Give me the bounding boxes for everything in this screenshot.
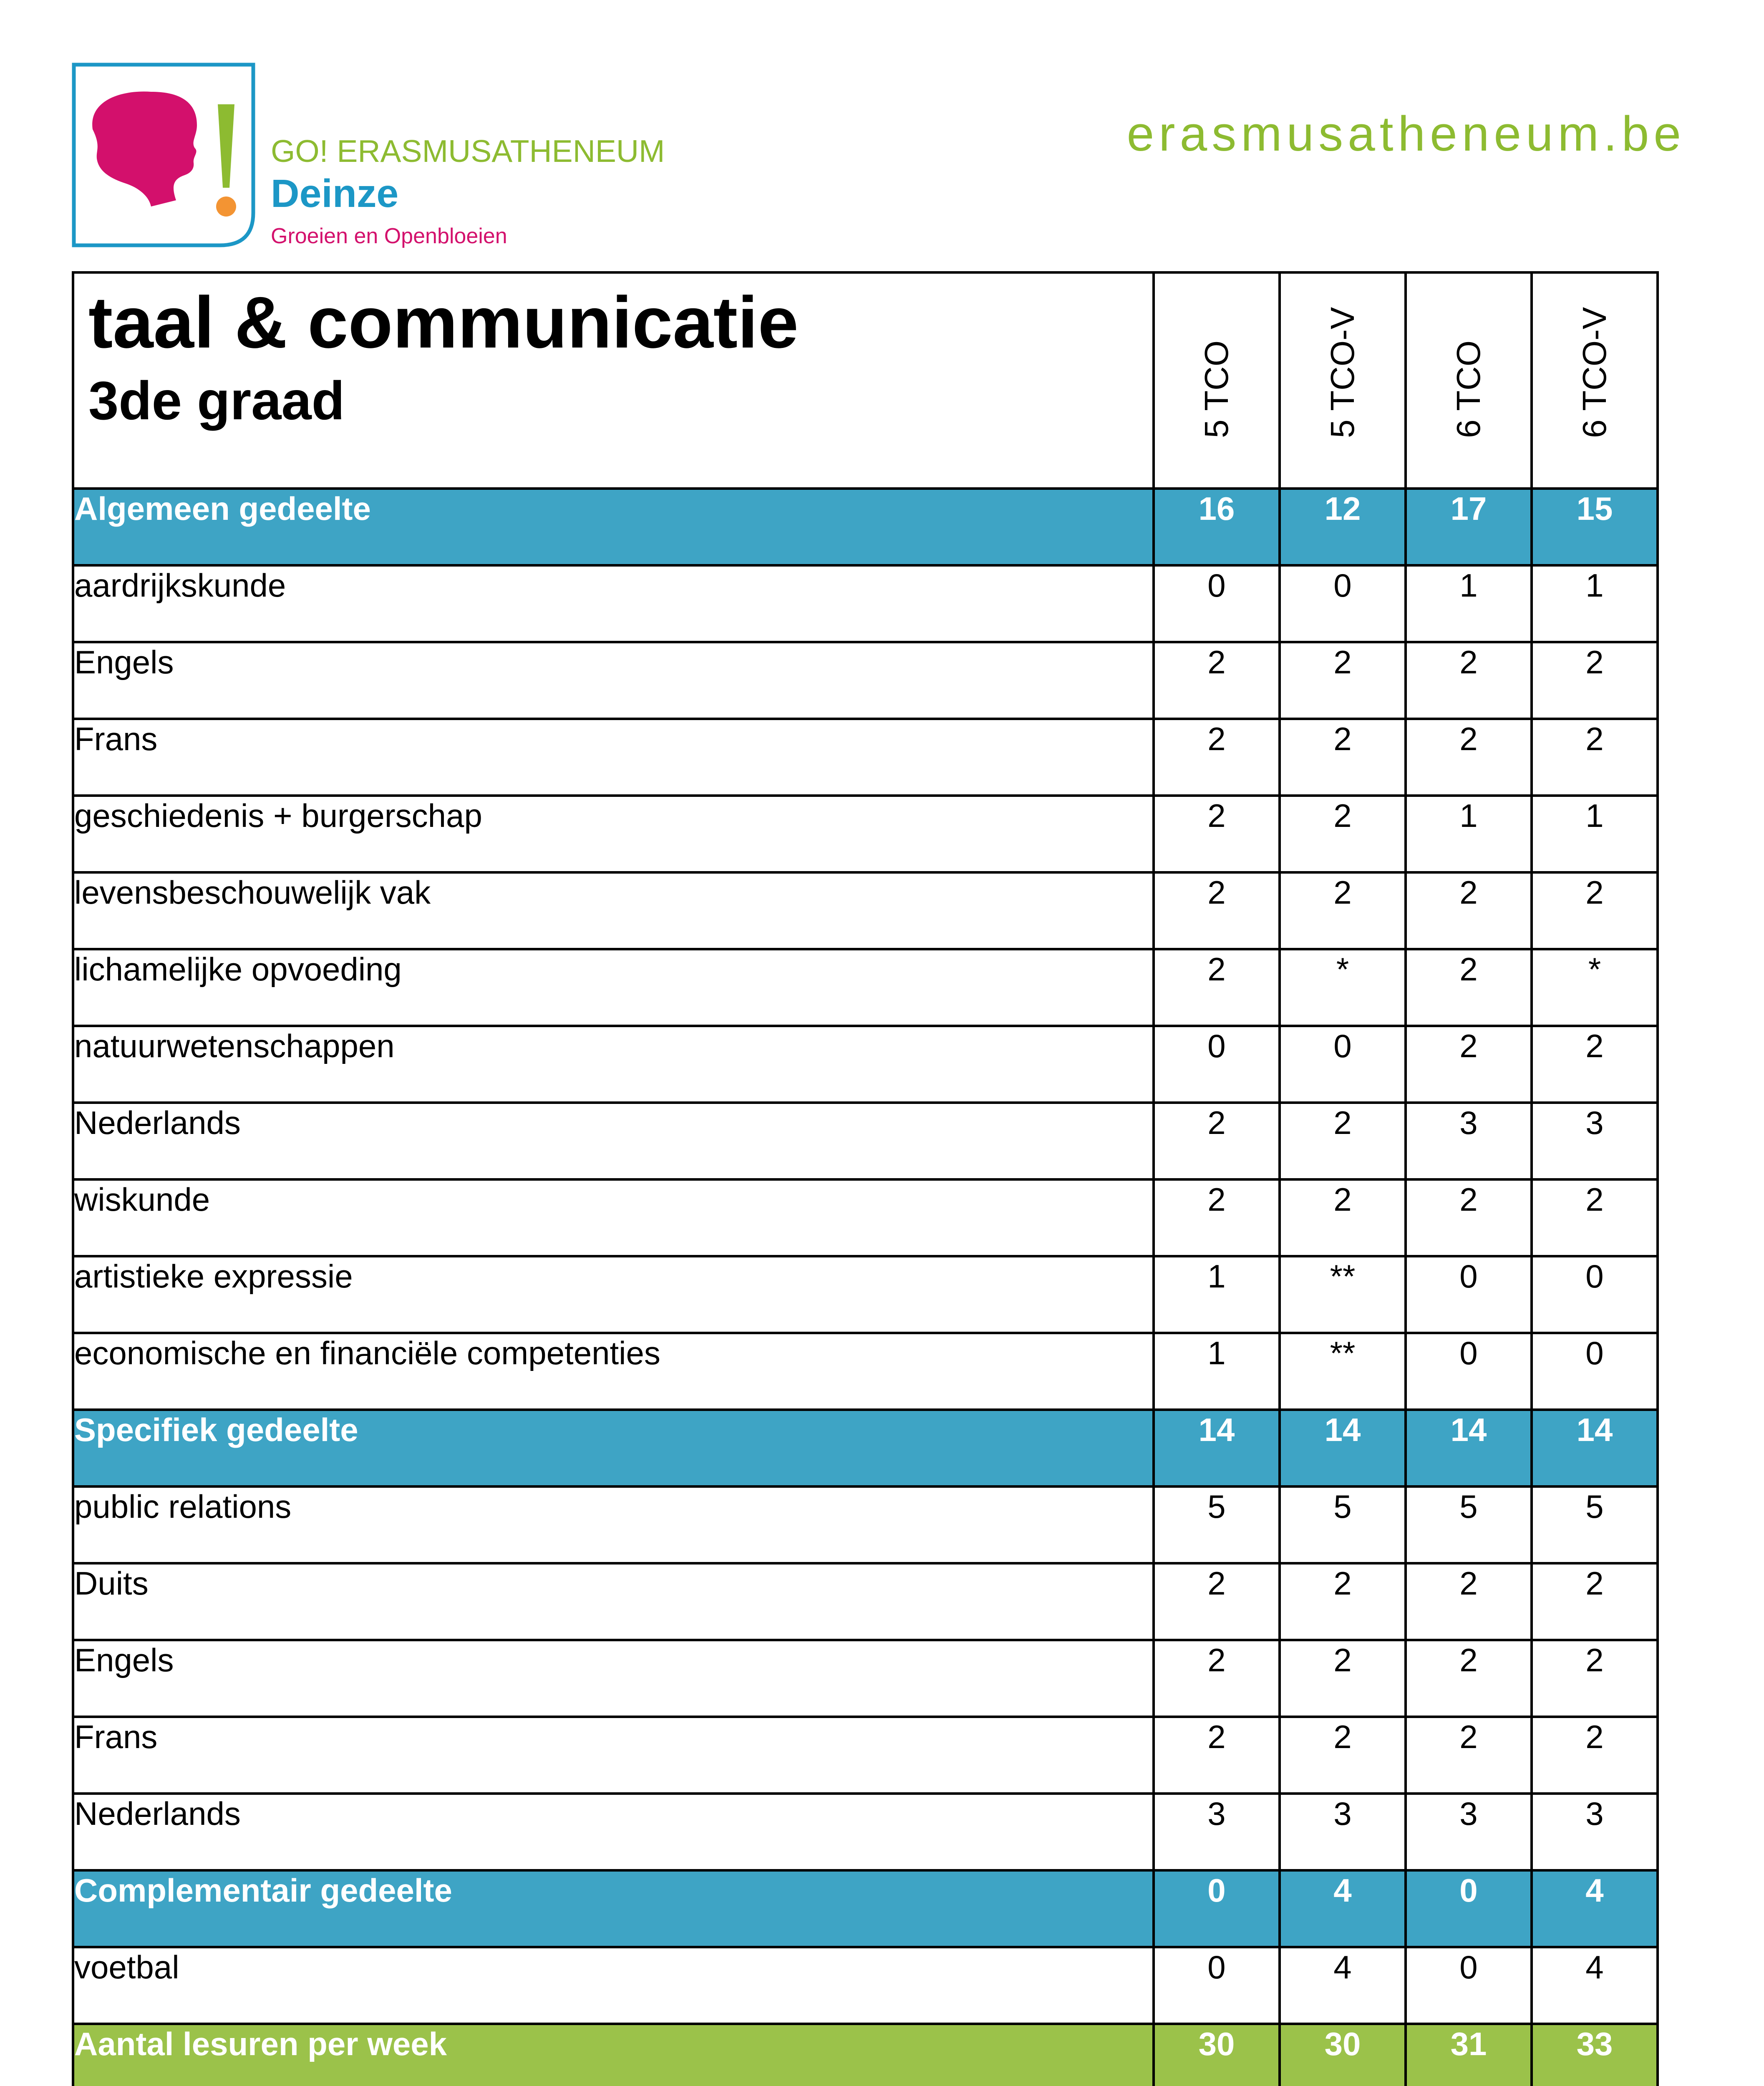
hours-cell: 2 [1280, 872, 1406, 949]
table-row [73, 796, 1658, 872]
hours-cell: 3 [1280, 1794, 1406, 1870]
hours-cell: 1 [1532, 565, 1658, 642]
hours-cell: 2 [1406, 1640, 1532, 1717]
hours-cell: 2 [1532, 1717, 1658, 1794]
hours-cell: 4 [1280, 1947, 1406, 2024]
section-label: Complementair gedeelte [73, 1870, 1154, 1947]
hours-cell: 1 [1154, 1333, 1280, 1410]
table-row [73, 1333, 1658, 1410]
hours-cell: 12 [1280, 489, 1406, 565]
hours-cell: 0 [1154, 1870, 1280, 1947]
subject-name: Frans [73, 719, 1154, 796]
table-row [73, 1640, 1658, 1717]
logo-city: Deinze [271, 171, 399, 216]
subject-name: public relations [73, 1486, 1154, 1563]
hours-cell: 2 [1154, 949, 1280, 1026]
hours-cell: 2 [1532, 1179, 1658, 1256]
hours-cell: 2 [1154, 1103, 1280, 1179]
table-row [73, 1103, 1658, 1179]
lesson-schedule-table [72, 271, 1659, 2086]
hours-cell: 0 [1406, 1333, 1532, 1410]
hours-cell: 5 [1154, 1486, 1280, 1563]
subject-name: levensbeschouwelijk vak [73, 872, 1154, 949]
hours-cell: 2 [1406, 719, 1532, 796]
page-subtitle: 3de graad [88, 370, 345, 431]
hours-cell: 2 [1280, 1103, 1406, 1179]
logo-mark-icon [72, 63, 255, 247]
total-label: Aantal lesuren per week [73, 2024, 1154, 2086]
column-header-label: 5 TCO [1198, 340, 1235, 438]
hours-cell: 2 [1532, 719, 1658, 796]
column-header-label: 6 TCO [1450, 340, 1487, 438]
column-header [1532, 272, 1658, 489]
hours-cell: 0 [1154, 565, 1280, 642]
hours-cell: 0 [1406, 1870, 1532, 1947]
hours-cell: 0 [1532, 1333, 1658, 1410]
hours-cell: * [1280, 949, 1406, 1026]
subject-name: geschiedenis + burgerschap [73, 796, 1154, 872]
table-row [73, 1947, 1658, 2024]
hours-cell: 1 [1532, 796, 1658, 872]
hours-cell: 0 [1280, 1026, 1406, 1103]
column-header [1280, 272, 1406, 489]
hours-cell: 2 [1280, 1640, 1406, 1717]
hours-cell: 5 [1406, 1486, 1532, 1563]
hours-cell: 3 [1532, 1794, 1658, 1870]
hours-cell: 5 [1532, 1486, 1658, 1563]
hours-cell: 2 [1532, 642, 1658, 719]
table-row [73, 1717, 1658, 1794]
hours-cell: 3 [1532, 1103, 1658, 1179]
hours-cell: 0 [1406, 1947, 1532, 2024]
hours-cell: 2 [1154, 719, 1280, 796]
table-row [73, 872, 1658, 949]
hours-cell: 2 [1154, 796, 1280, 872]
table-title-cell [73, 272, 1154, 489]
hours-cell: 4 [1532, 1870, 1658, 1947]
subject-name: artistieke expressie [73, 1256, 1154, 1333]
hours-cell: 2 [1532, 1026, 1658, 1103]
table-body [73, 489, 1658, 2086]
subject-name: lichamelijke opvoeding [73, 949, 1154, 1026]
hours-cell: 2 [1154, 1717, 1280, 1794]
subject-name: Frans [73, 1717, 1154, 1794]
hours-cell: 5 [1280, 1486, 1406, 1563]
table-row [73, 565, 1658, 642]
hours-cell: 0 [1532, 1256, 1658, 1333]
subject-name: natuurwetenschappen [73, 1026, 1154, 1103]
table-row [73, 1256, 1658, 1333]
hours-cell: 2 [1406, 1026, 1532, 1103]
hours-cell: 14 [1280, 1410, 1406, 1486]
hours-cell: 2 [1280, 1179, 1406, 1256]
hours-cell: 1 [1406, 796, 1532, 872]
subject-name: economische en financiële competenties [73, 1333, 1154, 1410]
hours-cell: 2 [1532, 872, 1658, 949]
logo-tagline: Groeien en Openbloeien [271, 224, 507, 248]
hours-cell: 3 [1406, 1103, 1532, 1179]
hours-cell: 33 [1532, 2024, 1658, 2086]
hours-cell: 14 [1406, 1410, 1532, 1486]
hours-cell: ** [1280, 1256, 1406, 1333]
hours-cell: 15 [1532, 489, 1658, 565]
subject-name: Duits [73, 1563, 1154, 1640]
table-row [73, 1794, 1658, 1870]
hours-cell: 0 [1280, 565, 1406, 642]
hours-cell: 14 [1154, 1410, 1280, 1486]
hours-cell: 2 [1406, 1717, 1532, 1794]
table-row [73, 642, 1658, 719]
hours-cell: 2 [1154, 1640, 1280, 1717]
hours-cell: 2 [1406, 872, 1532, 949]
subject-name: Engels [73, 642, 1154, 719]
subject-name: Nederlands [73, 1103, 1154, 1179]
hours-cell: 2 [1154, 872, 1280, 949]
table-row [73, 719, 1658, 796]
hours-cell: ** [1280, 1333, 1406, 1410]
section-label: Algemeen gedeelte [73, 489, 1154, 565]
hours-cell: 2 [1280, 1717, 1406, 1794]
subject-name: aardrijkskunde [73, 565, 1154, 642]
hours-cell: 16 [1154, 489, 1280, 565]
hours-cell: 2 [1532, 1563, 1658, 1640]
column-header [1406, 272, 1532, 489]
column-header [1154, 272, 1280, 489]
hours-cell: 2 [1406, 1563, 1532, 1640]
section-row [73, 1410, 1658, 1486]
column-header-label: 5 TCO-V [1324, 307, 1361, 438]
subject-name: voetbal [73, 1947, 1154, 2024]
hours-cell: 2 [1280, 642, 1406, 719]
section-row [73, 489, 1658, 565]
hours-cell: 2 [1280, 796, 1406, 872]
hours-cell: 3 [1406, 1794, 1532, 1870]
hours-cell: 2 [1154, 642, 1280, 719]
hours-cell: 30 [1280, 2024, 1406, 2086]
subject-name: wiskunde [73, 1179, 1154, 1256]
hours-cell: 31 [1406, 2024, 1532, 2086]
hours-cell: 2 [1406, 1179, 1532, 1256]
table-row [73, 1026, 1658, 1103]
table-row [73, 949, 1658, 1026]
website-url[interactable]: erasmusatheneum.be [1126, 106, 1686, 161]
school-logo [72, 63, 698, 259]
hours-cell: 0 [1154, 1947, 1280, 2024]
hours-cell: 4 [1280, 1870, 1406, 1947]
hours-cell: 2 [1280, 719, 1406, 796]
hours-cell: 0 [1406, 1256, 1532, 1333]
table-row [73, 1563, 1658, 1640]
section-row [73, 1870, 1658, 1947]
logo-school-name: GO! ERASMUSATHENEUM [271, 134, 665, 169]
hours-cell: 14 [1532, 1410, 1658, 1486]
hours-cell: 2 [1406, 949, 1532, 1026]
hours-cell: 2 [1532, 1640, 1658, 1717]
hours-cell: 3 [1154, 1794, 1280, 1870]
subject-name: Nederlands [73, 1794, 1154, 1870]
table-row [73, 1486, 1658, 1563]
hours-cell: 2 [1280, 1563, 1406, 1640]
section-label: Specifiek gedeelte [73, 1410, 1154, 1486]
hours-cell: 30 [1154, 2024, 1280, 2086]
hours-cell: 17 [1406, 489, 1532, 565]
subject-name: Engels [73, 1640, 1154, 1717]
hours-cell: 1 [1154, 1256, 1280, 1333]
table-row [73, 1179, 1658, 1256]
hours-cell: 2 [1154, 1179, 1280, 1256]
hours-cell: 2 [1406, 642, 1532, 719]
hours-cell: 2 [1154, 1563, 1280, 1640]
hours-cell: 4 [1532, 1947, 1658, 2024]
hours-cell: 0 [1154, 1026, 1280, 1103]
hours-cell: 1 [1406, 565, 1532, 642]
column-header-label: 6 TCO-V [1576, 307, 1613, 438]
total-row [73, 2024, 1658, 2086]
hours-cell: * [1532, 949, 1658, 1026]
page-title: taal & communicatie [88, 282, 799, 363]
